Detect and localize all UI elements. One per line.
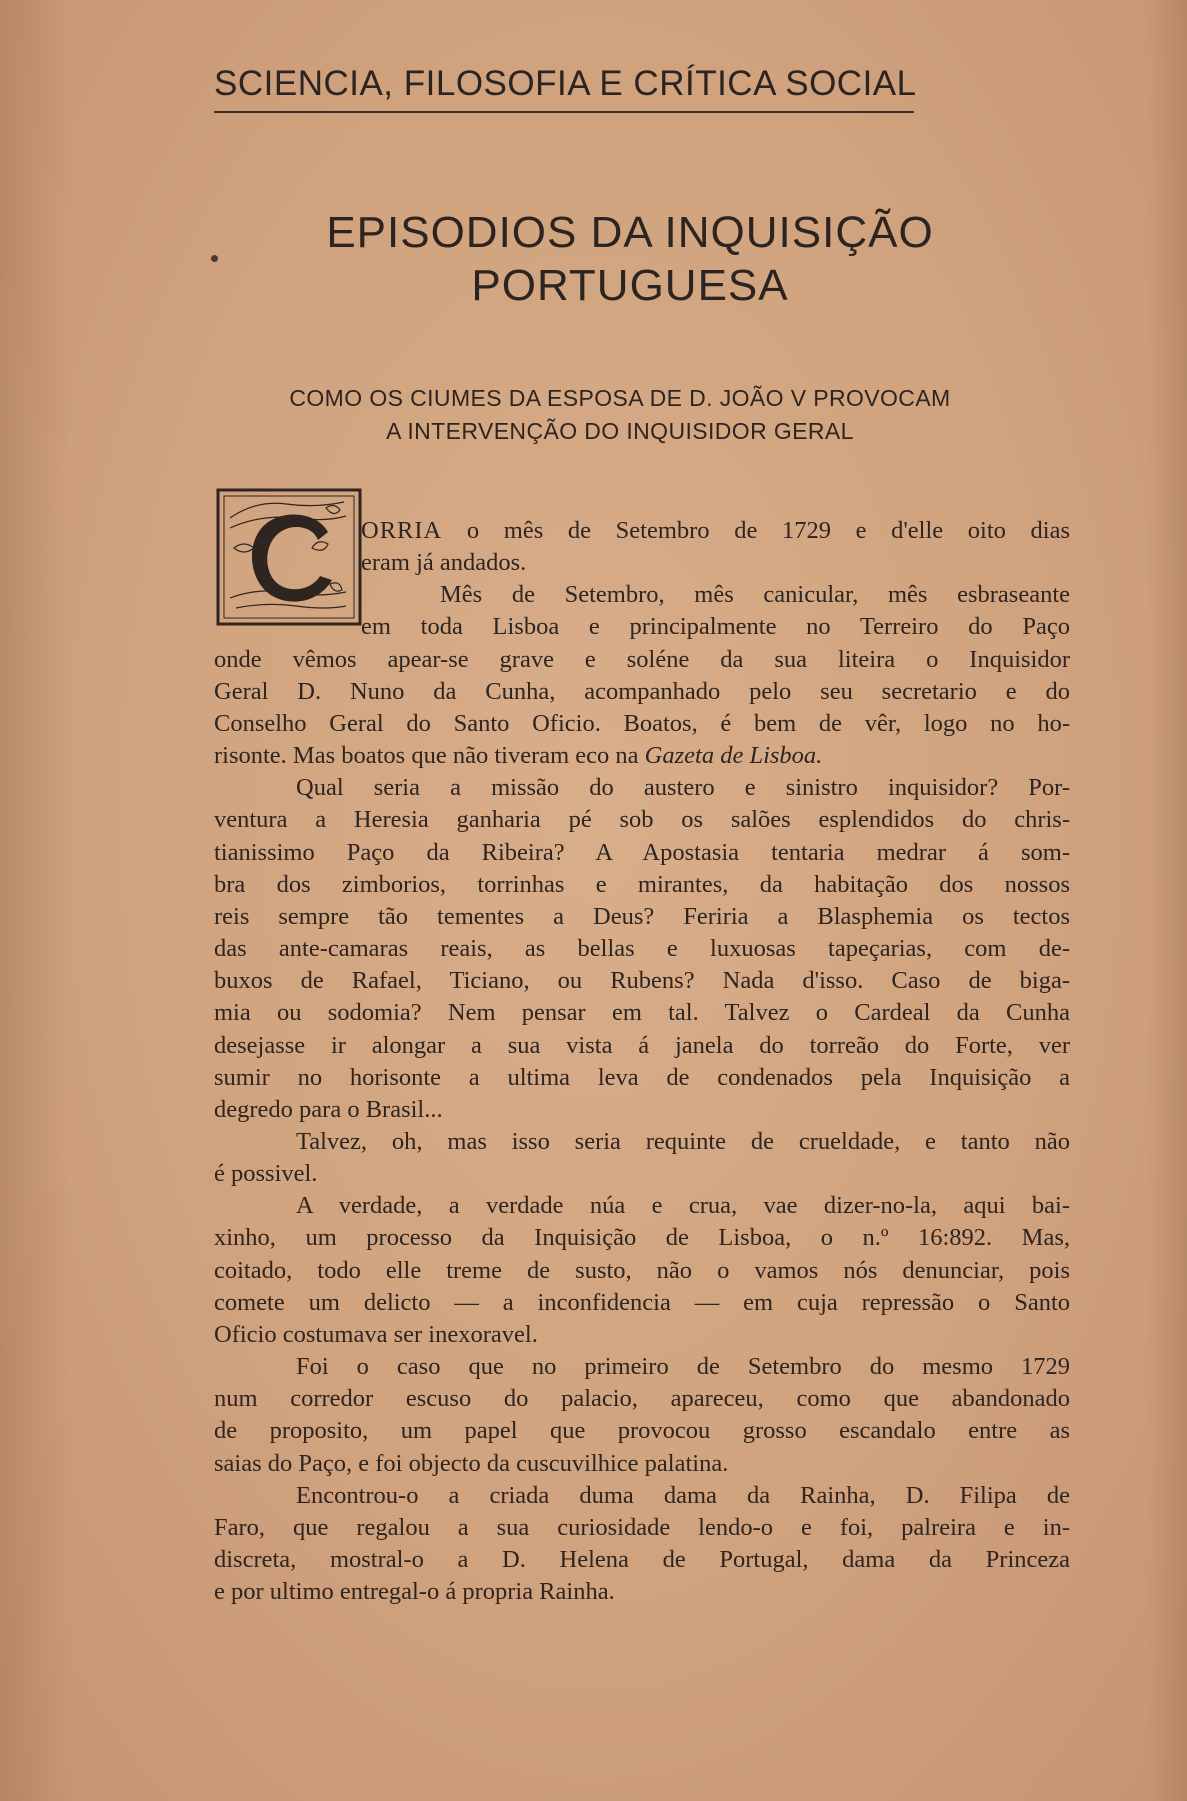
text-line: comete um delicto — a inconfidencia — em cuja repressão o Santo <box>214 1288 1070 1316</box>
text-line: mia ou sodomia? Nem pensar em tal. Talvez o Cardeal da Cunha <box>214 999 1070 1027</box>
title-line-2: PORTUGUESA <box>471 261 789 310</box>
text-line: coitado, todo elle treme de susto, não o vamos nós denunciar, pois <box>214 1256 1070 1284</box>
text-line: Qual seria a missão do austero e sinistro inquisidor? Por- <box>296 774 1070 802</box>
article-subtitle <box>240 382 1000 448</box>
text-line: risonte. Mas boatos que não tiveram eco na Gazeta de Lisboa. <box>214 742 823 770</box>
text-line: discreta, mostral-o a D. Helena de Portugal, dama da Princeza <box>214 1546 1070 1573</box>
text-line: e por ultimo entregal-o á propria Rainha. <box>214 1578 615 1606</box>
text-line: Talvez, oh, mas isso seria requinte de crueldade, e tanto não <box>296 1127 1070 1155</box>
newspaper-title: Gazeta de Lisboa. <box>644 742 823 770</box>
text-line: xinho, um processo da Inquisição de Lisboa, o n.º 16:892. Mas, <box>214 1224 1070 1252</box>
text-line: ventura a Heresia ganharia pé sob os salões esplendidos do chris- <box>214 806 1070 834</box>
text-line: buxos de Rafael, Ticiano, ou Rubens? Nada d'isso. Caso de biga- <box>214 967 1070 995</box>
text-line: Oficio costumava ser inexoravel. <box>214 1320 538 1348</box>
text-line: reis sempre tão tementes a Deus? Feriria a Blasphemia os tectos <box>214 902 1070 930</box>
text-line: eram já andados. <box>361 549 527 577</box>
text-line: saias do Paço, e foi objecto da cuscuvilhice palatina. <box>214 1449 729 1477</box>
title-line-1: EPISODIOS DA INQUISIÇÃO <box>326 208 934 257</box>
text-line: Mês de Setembro, mês canicular, mês esbraseante <box>440 581 1070 609</box>
subtitle-line-2: A INTERVENÇÃO DO INQUISIDOR GERAL <box>386 418 854 444</box>
text-line: sumir no horisonte a ultima leva de condenados pela Inquisição a <box>214 1063 1070 1091</box>
article-body <box>214 515 1070 1608</box>
text-line: num corredor escuso do palacio, apareceu, como que abandonado <box>214 1385 1070 1413</box>
running-header: SCIENCIA, FILOSOFIA E CRÍTICA SOCIAL <box>214 64 917 103</box>
header-rule <box>214 111 914 113</box>
paper-edge-shadow-left <box>0 0 70 1801</box>
text-line: Conselho Geral do Santo Oficio. Boatos, é bem de vêr, logo no ho- <box>214 709 1070 737</box>
article-title <box>200 206 1060 312</box>
text-line: desejasse ir alongar a sua vista á janela do torreão do Forte, ver <box>214 1031 1070 1059</box>
text-line: A verdade, a verdade núa e crua, vae dizer-no-la, aqui bai- <box>296 1192 1070 1220</box>
text-line: ORRIA o mês de Setembro de 1729 e d'elle oito dias <box>361 517 1071 544</box>
text-line: de proposito, um papel que provocou grosso escandalo entre as <box>214 1417 1070 1445</box>
text-line: onde vêmos apear-se grave e soléne da sua liteira o Inquisidor <box>214 645 1070 673</box>
text-line: das ante-camaras reais, as bellas e luxuosas tapeçarias, com de- <box>214 935 1070 963</box>
text-line: Geral D. Nuno da Cunha, acompanhado pelo seu secretario e do <box>214 677 1070 705</box>
text-line: Faro, que regalou a sua curiosidade lendo-o e foi, palreira e in- <box>214 1513 1070 1541</box>
text-line: Foi o caso que no primeiro de Setembro do mesmo 1729 <box>296 1353 1070 1381</box>
text-line: degredo para o Brasil... <box>214 1095 443 1123</box>
text-line: em toda Lisboa e principalmente no Terreiro do Paço <box>361 613 1070 641</box>
subtitle-line-1: COMO OS CIUMES DA ESPOSA DE D. JOÃO V PROVOCAM <box>289 385 951 411</box>
drop-cap-continuation: ORRIA <box>361 517 443 544</box>
text-line: tianissimo Paço da Ribeira? A Apostasia tentaria medrar á som- <box>214 838 1070 866</box>
text-line: é possivel. <box>214 1160 318 1188</box>
text-line: bra dos zimborios, torrinhas e mirantes, da habitação dos nossos <box>214 870 1070 898</box>
text-line: Encontrou-o a criada duma dama da Rainha, D. Filipa de <box>296 1481 1070 1509</box>
paper-edge-shadow-right <box>1147 0 1187 1801</box>
